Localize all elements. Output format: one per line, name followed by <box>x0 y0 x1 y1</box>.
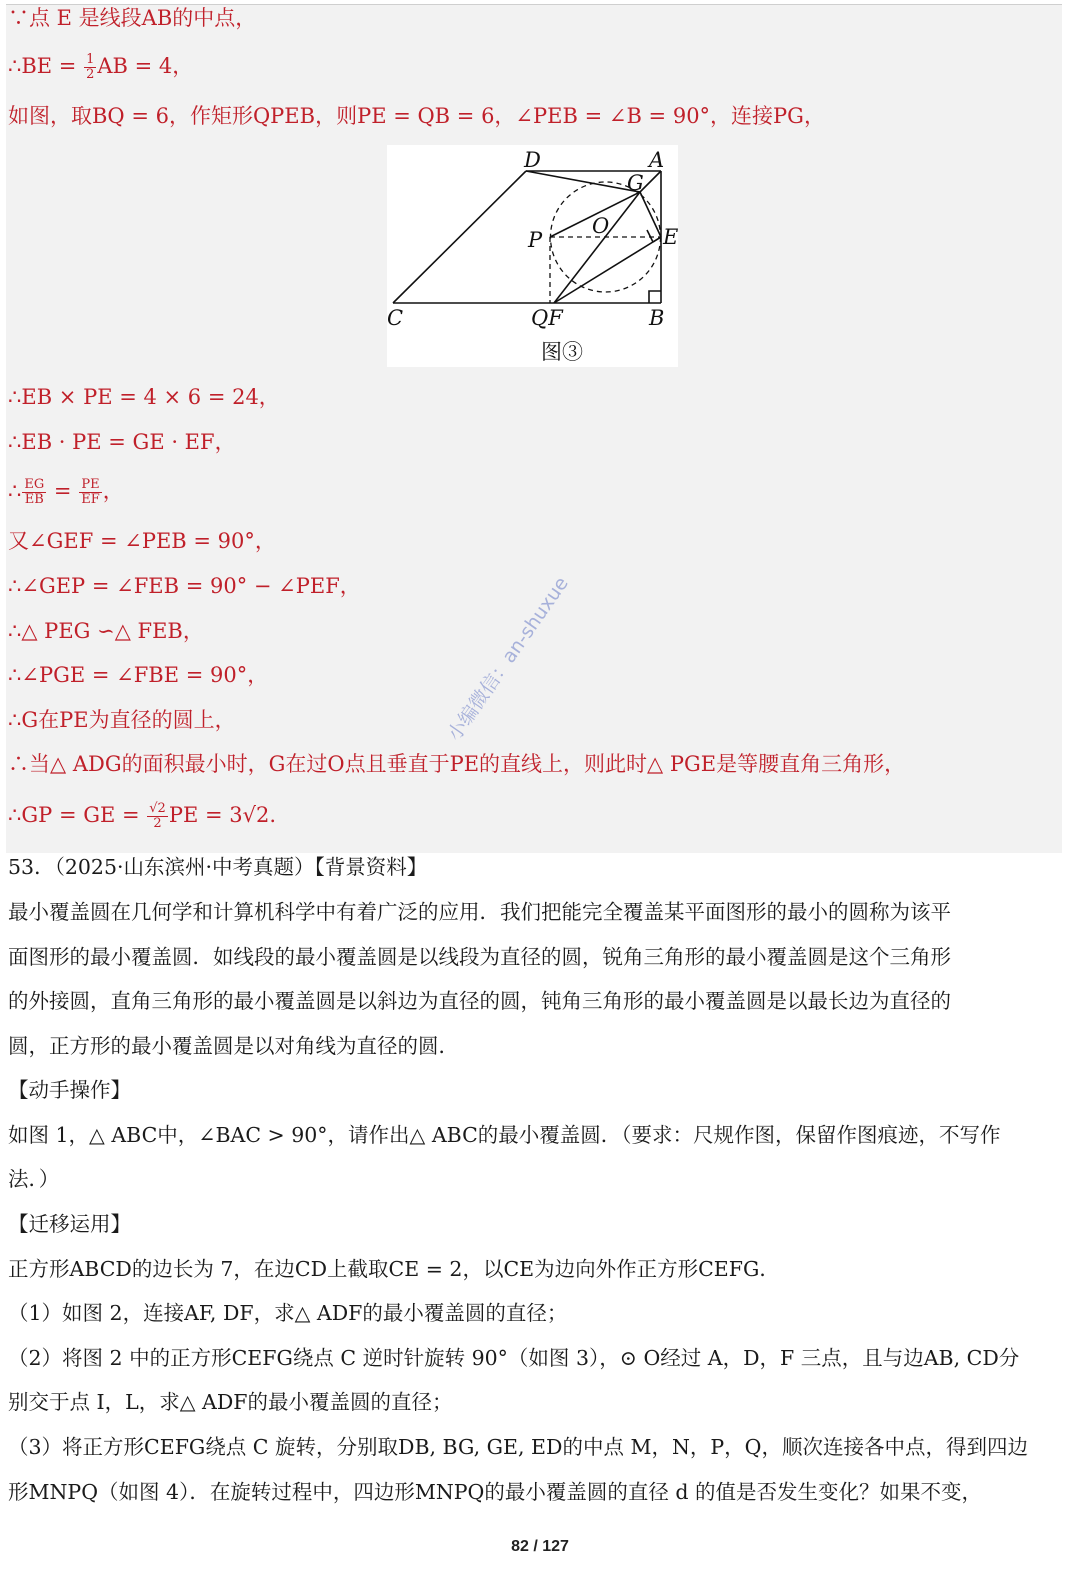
problem-paragraph-line: 法．） <box>8 1167 60 1191</box>
solution-line-6 <box>8 477 124 507</box>
label-b: B <box>649 306 665 330</box>
text-segment: ∴GP = GE = <box>8 803 147 827</box>
section-heading: 【迁移运用】 <box>8 1212 131 1236</box>
fraction-denominator: 2 <box>86 67 95 82</box>
question-3-cont: 形MNPQ（如图 4）．在旋转过程中，四边形MNPQ的最小覆盖圆的直径 d 的值是否发生变化？如果不变， <box>8 1480 983 1504</box>
label-c: C <box>387 306 404 330</box>
fraction-numerator: √2 <box>149 801 166 816</box>
figure-svg <box>387 145 678 367</box>
problem-paragraph-line: 如图 1，△ ABC中，∠BAC > 90°，请作出△ ABC的最小覆盖圆．（要求：尺规作图，保留作图痕迹，不写作 <box>8 1123 1001 1147</box>
problem-heading: 53．（2025·山东滨州·中考真题）【背景资料】 <box>8 855 428 879</box>
problem-paragraph-line: 正方形ABCD的边长为 7，在边CD上截取CE = 2，以CE为边向外作正方形CEFG． <box>8 1257 780 1281</box>
question-2: （2）将图 2 中的正方形CEFG绕点 C 逆时针旋转 90°（如图 3），⊙ O经过 A，D，F 三点，且与边AB, CD分 <box>8 1346 1020 1370</box>
solution-line-12: ∴当△ ADG的面积最小时，G在过O点且垂直于PE的直线上，则此时△ PGE是等腰直角三角形， <box>8 752 906 776</box>
solution-line-1: ∵点 E 是线段AB的中点， <box>8 6 257 30</box>
question-1: （1）如图 2，连接AF, DF，求△ ADF的最小覆盖圆的直径； <box>8 1301 568 1325</box>
fraction <box>79 478 102 507</box>
page-number: 82 / 127 <box>511 1538 569 1555</box>
watermark: 小编微信：an-shuxue <box>443 572 573 745</box>
label-g: G <box>627 171 644 195</box>
solution-line-5: ∴EB · PE = GE · EF， <box>8 430 236 454</box>
label-d: D <box>524 148 541 172</box>
fraction-numerator: PE <box>79 478 102 493</box>
fraction-denominator: 2 <box>153 816 162 831</box>
solution-line-10: ∴∠PGE = ∠FBE = 90°， <box>8 663 269 687</box>
question-3: （3）将正方形CEFG绕点 C 旋转，分别取DB, BG, GE, ED的中点 M，N，P，Q，顺次连接各中点，得到四边 <box>8 1435 1028 1459</box>
text-segment: = <box>47 479 79 503</box>
solution-line-9: ∴△ PEG ∽△ FEB， <box>8 619 204 643</box>
fraction <box>147 802 168 831</box>
solution-line-2 <box>8 52 193 82</box>
label-p: P <box>528 228 543 252</box>
figure-caption: 图③ <box>541 340 583 364</box>
geometry-figure-3 <box>387 145 678 367</box>
fraction-denominator: EF <box>81 492 100 507</box>
section-heading: 【动手操作】 <box>8 1078 131 1102</box>
solution-line-8: ∴∠GEP = ∠FEB = 90° − ∠PEF， <box>8 574 361 598</box>
fraction-denominator: EB <box>24 492 44 507</box>
label-e: E <box>663 225 678 249</box>
text-segment: ， <box>102 479 124 503</box>
text-segment: PE = 3√2. <box>168 803 277 827</box>
text-segment: ∴BE = <box>8 54 84 78</box>
question-2-cont: 别交于点 I，L，求△ ADF的最小覆盖圆的直径； <box>8 1390 453 1414</box>
solution-line-11: ∴G在PE为直径的圆上， <box>8 708 236 732</box>
problem-paragraph-line: 最小覆盖圆在几何学和计算机科学中有着广泛的应用．我们把能完全覆盖某平面图形的最小的圆称为该平 <box>8 900 951 924</box>
fraction-numerator: 1 <box>86 52 95 67</box>
solution-line-3: 如图，取BQ = 6，作矩形QPEB，则PE = QB = 6，∠PEB = ∠B = 90°，连接PG， <box>8 104 825 128</box>
fraction-numerator: EG <box>24 477 45 492</box>
fraction <box>84 53 96 82</box>
problem-paragraph-line: 圆，正方形的最小覆盖圆是以对角线为直径的圆． <box>8 1034 459 1058</box>
problem-paragraph-line: 面图形的最小覆盖圆．如线段的最小覆盖圆是以线段为直径的圆，锐角三角形的最小覆盖圆是这个三角形 <box>8 945 951 969</box>
label-o: O <box>592 214 610 238</box>
text-segment: AB = 4， <box>97 54 194 78</box>
text-segment: ∴ <box>8 479 22 503</box>
solution-line-4: ∴EB × PE = 4 × 6 = 24， <box>8 385 280 409</box>
label-a: A <box>649 148 665 172</box>
solution-line-7: 又∠GEF = ∠PEB = 90°， <box>8 529 276 553</box>
fraction <box>22 478 46 507</box>
solution-line-13 <box>8 801 276 831</box>
problem-paragraph-line: 的外接圆，直角三角形的最小覆盖圆是以斜边为直径的圆，钝角三角形的最小覆盖圆是以最长边为直径的 <box>8 989 951 1013</box>
label-qf: QF <box>531 306 563 330</box>
